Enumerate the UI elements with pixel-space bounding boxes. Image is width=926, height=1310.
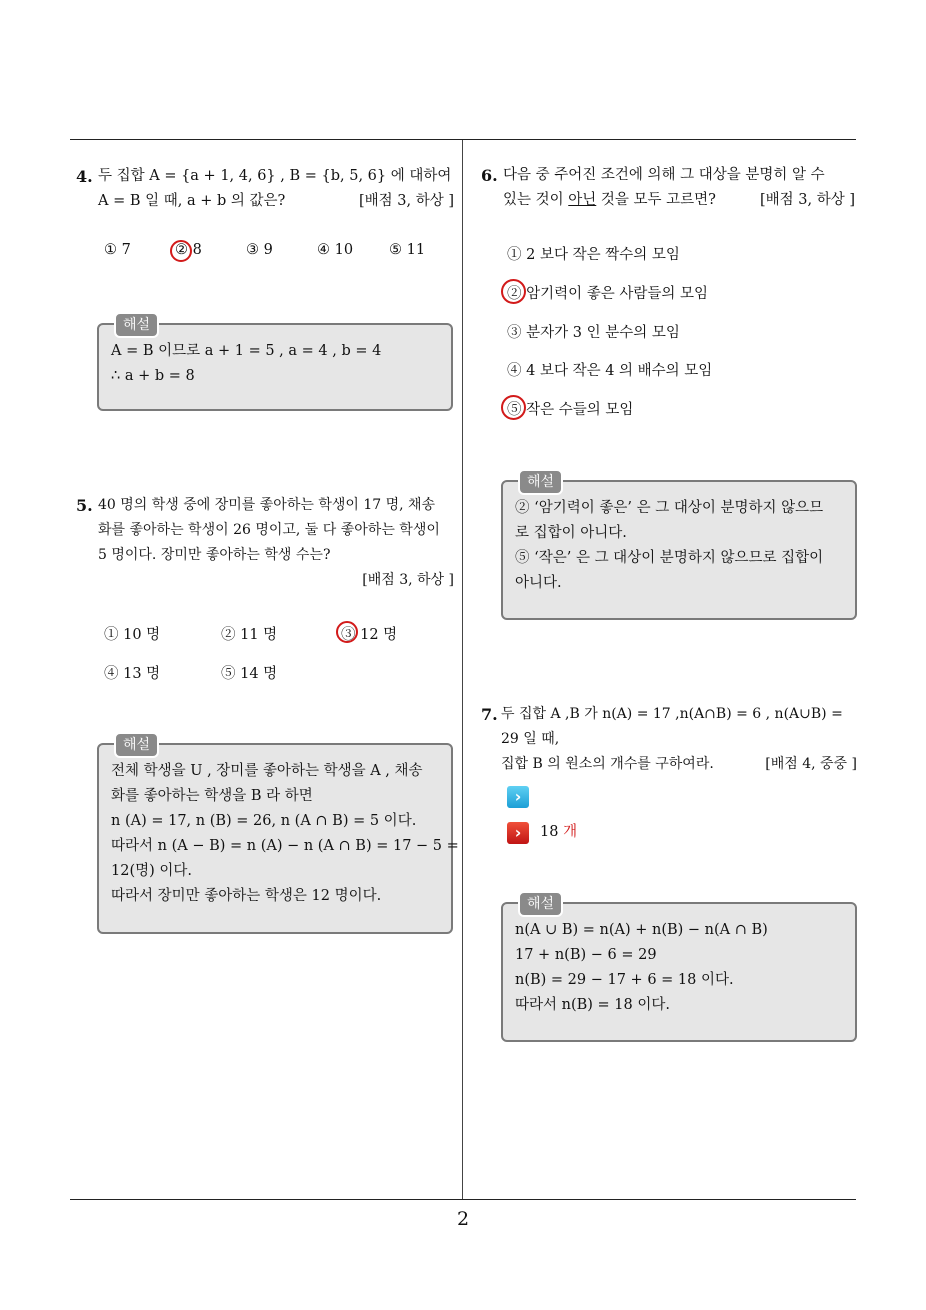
explanation-line: ∴ a + b = 8 <box>111 368 195 384</box>
score-label: [배점 4, 중중 ] <box>765 756 857 772</box>
choice-item[interactable]: ③ 12 명 <box>341 627 398 643</box>
explanation-line: 따라서 n(B) = 18 이다. <box>515 997 670 1013</box>
question-number: 7. <box>481 705 498 724</box>
hint-button[interactable] <box>507 786 529 808</box>
question-text-line: 다음 중 주어진 조건에 의해 그 대상을 분명히 알 수 <box>503 167 825 183</box>
underlined-word: 아닌 <box>568 192 597 208</box>
column-divider <box>462 140 463 1199</box>
score-label: [배점 3, 하상 ] <box>358 193 454 209</box>
choice-item[interactable]: ④ 4 보다 작은 4 의 배수의 모임 <box>507 363 713 379</box>
question-5 <box>76 493 454 593</box>
explanation-box <box>97 737 459 934</box>
bottom-rule <box>70 1199 856 1200</box>
explanation-line: n (A) = 17, n (B) = 26, n (A ∩ B) = 5 이다. <box>111 813 417 829</box>
answer-circle-mark <box>170 240 192 262</box>
explanation-line: n(A ∪ B) = n(A) + n(B) − n(A ∩ B) <box>515 922 768 938</box>
choice-item[interactable]: ② 11 명 <box>221 627 278 643</box>
top-rule <box>70 139 856 140</box>
question-text-fragment: 있는 것이 <box>503 192 569 208</box>
choice-item[interactable]: ③ 분자가 3 인 분수의 모임 <box>507 325 680 341</box>
question-6 <box>481 163 855 213</box>
explanation-line: 따라서 장미만 좋아하는 학생은 12 명이다. <box>111 888 382 904</box>
question-number: 5. <box>76 496 93 515</box>
question-7 <box>481 702 857 777</box>
explanation-line: 아니다. <box>515 575 562 591</box>
question-text-line: 두 집합 A = {a + 1, 4, 6} , B = {b, 5, 6} 에 대하여 <box>98 168 452 184</box>
explanation-line: 로 집합이 아니다. <box>515 525 627 541</box>
score-label: [배점 3, 하상 ] <box>759 192 855 208</box>
answer-value: 18 <box>540 824 559 840</box>
question-number: 6. <box>481 166 498 185</box>
explanation-tag: 해설 <box>114 312 159 338</box>
explanation-line: 12(명) 이다. <box>111 863 193 879</box>
explanation-line: ⑤ ‘작은’ 은 그 대상이 분명하지 않으므로 집합이 <box>515 550 824 566</box>
choice-item[interactable]: ④ 10 <box>317 242 354 258</box>
choice-item[interactable]: ③ 9 <box>246 242 273 258</box>
choice-item[interactable]: ⑤ 11 <box>389 242 426 258</box>
show-answer-button[interactable] <box>507 822 529 844</box>
answer-unit: 개 <box>563 824 578 840</box>
explanation-line: 따라서 n (A − B) = n (A) − n (A ∩ B) = 17 − 5 = <box>111 838 459 854</box>
explanation-line: n(B) = 29 − 17 + 6 = 18 이다. <box>515 972 734 988</box>
explanation-tag: 해설 <box>114 732 159 758</box>
question-text-line: 두 집합 A ,B 가 n(A) = 17 ,n(A∩B) = 6 , n(A∪B) = <box>501 706 843 722</box>
chevron-right-icon: › <box>514 787 522 806</box>
choice-item[interactable]: ① 2 보다 작은 짝수의 모임 <box>507 247 680 263</box>
choice-item[interactable]: ⑤ 작은 수들의 모임 <box>507 402 634 418</box>
choice-item[interactable]: ② 암기력이 좋은 사람들의 모임 <box>507 286 709 302</box>
choice-item[interactable]: ② 8 <box>175 242 202 258</box>
answer-circle-mark <box>336 621 358 643</box>
page-number: 2 <box>456 1208 470 1230</box>
explanation-box <box>501 474 857 620</box>
explanation-line: A = B 이므로 a + 1 = 5 , a = 4 , b = 4 <box>111 343 382 359</box>
choice-item[interactable]: ⑤ 14 명 <box>221 666 278 682</box>
score-label: [배점 3, 하상 ] <box>362 572 454 588</box>
chevron-right-icon: › <box>514 823 522 842</box>
question-text-line: A = B 일 때, a + b 의 값은? <box>98 193 286 209</box>
question-text-line: 40 명의 학생 중에 장미를 좋아하는 학생이 17 명, 채송 <box>98 497 436 513</box>
explanation-line: 화를 좋아하는 학생을 B 라 하면 <box>111 788 313 804</box>
explanation-tag: 해설 <box>518 891 563 917</box>
answer-text <box>540 820 577 841</box>
choice-item[interactable]: ① 7 <box>104 242 131 258</box>
question-number: 4. <box>76 167 93 186</box>
explanation-tag: 해설 <box>518 469 563 495</box>
explanation-box <box>97 317 453 411</box>
question-text-line: 화를 좋아하는 학생이 26 명이고, 둘 다 좋아하는 학생이 <box>98 522 440 538</box>
question-text-line: 5 명이다. 장미만 좋아하는 학생 수는? <box>98 547 331 563</box>
choice-item[interactable]: ① 10 명 <box>104 627 161 643</box>
question-text-fragment: 것을 모두 고르면? <box>596 192 716 208</box>
explanation-box <box>501 896 857 1042</box>
answer-circle-mark <box>501 395 526 420</box>
answer-circle-mark <box>501 279 526 304</box>
explanation-line: 전체 학생을 U , 장미를 좋아하는 학생을 A , 채송 <box>111 763 423 779</box>
choice-item[interactable]: ④ 13 명 <box>104 666 161 682</box>
explanation-line: ② ‘암기력이 좋은’ 은 그 대상이 분명하지 않으므 <box>515 500 824 516</box>
question-4 <box>76 164 454 214</box>
question-text-line: 집합 B 의 원소의 개수를 구하여라. <box>501 756 714 772</box>
question-text-line: 29 일 때, <box>501 731 560 747</box>
explanation-line: 17 + n(B) − 6 = 29 <box>515 947 657 963</box>
